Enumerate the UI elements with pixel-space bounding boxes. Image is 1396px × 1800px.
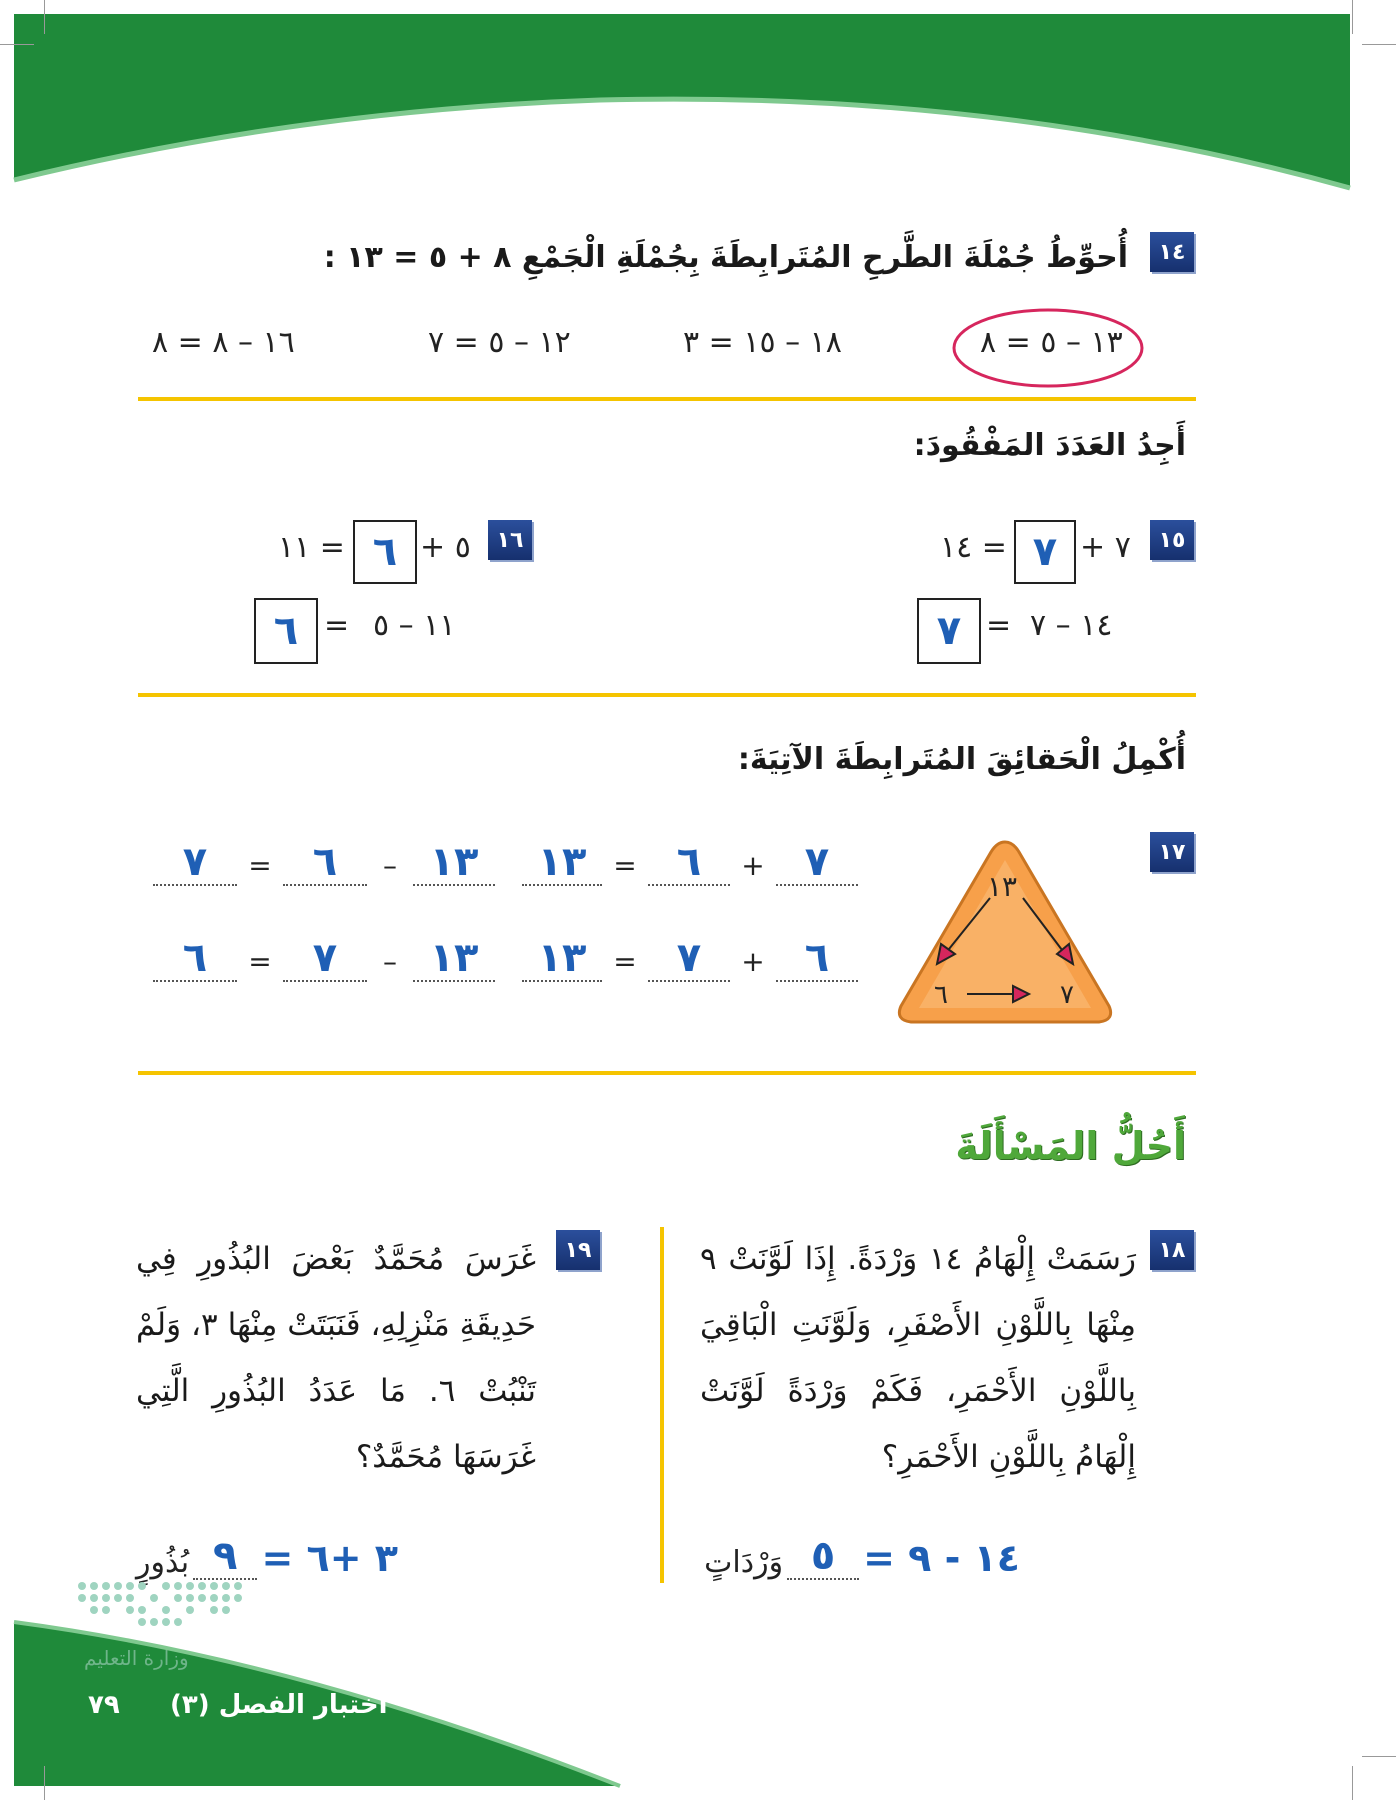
q19-work: ٣ +٦ = [261,1536,398,1580]
fact-2-b[interactable]: ٦ [283,840,367,886]
q18-answer[interactable]: ٥ [787,1534,859,1580]
q16-add-right: = ١١ [278,530,345,565]
crop-mark [44,0,45,34]
fact-4-op: – [383,945,397,978]
footer-chapter: اختبار الفصل (٣) [170,1690,388,1720]
question-19-text: غَرَسَ مُحَمَّدٌ بَعْضَ البُذُورِ فِي حَدِيقَةِ مَنْزِلِهِ، فَنَبَتَتْ مِنْهَا ٣، وَلَمْ تَنْبُتْ ٦. مَا عَدَدُ البُذُورِ الَّتِي غَرَسَهَا مُحَمَّدٌ؟ [136,1241,537,1475]
q18-answer-line [700,1534,1020,1580]
fact-3-c[interactable]: ١٣ [522,936,602,982]
fact-1-eq: = [613,849,637,882]
question-14-number: ١٤ [1150,232,1194,272]
triangle-right-number: ٧ [1060,980,1074,1010]
fact-subtraction-1 [153,840,495,886]
fact-3-b[interactable]: ٧ [648,936,730,982]
q16-add-left: ٥ + [420,530,471,565]
q15-add-left: ٧ + [1080,530,1131,565]
fact-3-eq: = [613,945,637,978]
section-facts-title: أُكْمِلُ الْحَقائِقَ المُتَرابِطَةَ الآتِيَةَ: [737,742,1186,777]
ministry-logo-icon [76,1580,246,1636]
q19-answer[interactable]: ٩ [193,1534,257,1580]
fact-4-a[interactable]: ١٣ [413,936,495,982]
q19-unit: بُذُورٍ [136,1545,190,1580]
circle-mark [950,306,1146,390]
triangle-left-number: ٦ [934,980,948,1010]
fact-1-a[interactable]: ٧ [776,840,858,886]
q14-option-2[interactable]: ١٨ – ١٥ = ٣ [683,325,842,360]
q15-add-right: = ١٤ [940,530,1007,565]
fact-2-op: – [383,849,397,882]
q16-sub-left: ١١ – ٥ [373,608,456,643]
question-14-prompt: أُحوِّطُ جُمْلَةَ الطَّرحِ المُتَرابِطَةَ بِجُمْلَةِ الْجَمْعِ ٨ + ٥ = ١٣ : [323,240,1128,275]
question-16-number: ١٦ [488,520,532,560]
q15-sub-answer-box[interactable]: ٧ [917,598,981,664]
page-number: ٧٩ [88,1690,120,1720]
fact-4-eq: = [248,945,272,978]
divider [138,397,1196,401]
crop-mark [1352,1766,1353,1800]
fact-4-c[interactable]: ٦ [153,936,237,982]
crop-mark [1362,44,1396,45]
fact-1-c[interactable]: ١٣ [522,840,602,886]
question-19-number: ١٩ [556,1230,600,1270]
fact-2-c[interactable]: ٧ [153,840,237,886]
q15-add-answer-box[interactable]: ٧ [1014,520,1076,584]
column-divider [660,1227,664,1583]
q16-sub-eq: = [324,608,350,643]
fact-addition-1 [522,840,858,886]
crop-mark [44,1766,45,1800]
crop-mark [1362,1756,1396,1757]
header-band [0,0,1396,200]
fact-triangle [895,836,1115,1028]
q14-option-4[interactable]: ١٦ – ٨ = ٨ [152,325,295,360]
fact-3-a[interactable]: ٦ [776,936,858,982]
q18-unit: وَرْدَاتٍ [704,1545,784,1580]
q15-sub-left: ١٤ – ٧ [1030,608,1113,643]
crop-mark [0,44,34,45]
q16-sub-answer-box[interactable]: ٦ [254,598,318,664]
triangle-top-number: ١٣ [987,870,1018,903]
ministry-name: وزارة التعليم [84,1646,189,1670]
fact-subtraction-2 [153,936,495,982]
divider [138,693,1196,697]
divider [138,1071,1196,1075]
fact-addition-2 [522,936,858,982]
fact-3-op: + [741,945,765,978]
question-17-number: ١٧ [1150,832,1194,872]
q19-answer-line [136,1534,398,1580]
q16-add-answer-box[interactable]: ٦ [353,520,417,584]
crop-mark [1352,0,1353,34]
fact-1-op: + [741,849,765,882]
fact-4-b[interactable]: ٧ [283,936,367,982]
question-18-number: ١٨ [1150,1230,1194,1270]
q15-sub-eq: = [986,608,1012,643]
problem-solving-title: أَحُلُّ المَسْأَلَةَ [955,1124,1186,1168]
fact-2-eq: = [248,849,272,882]
q18-work: ١٤ - ٩ = [863,1536,1020,1580]
fact-1-b[interactable]: ٦ [648,840,730,886]
q14-option-3[interactable]: ١٢ – ٥ = ٧ [428,325,571,360]
question-15-number: ١٥ [1150,520,1194,560]
question-18-text: رَسَمَتْ إِلْهَامُ ١٤ وَرْدَةً. إِذَا لَوَّنَتْ ٩ مِنْهَا بِاللَّوْنِ الأَصْفَرِ، وَلَوَّنَتِ الْبَاقِيَ بِاللَّوْنِ الأَحْمَرِ، فَكَمْ وَرْدَةً لَوَّنَتْ إِلْهَامُ بِاللَّوْنِ الأَحْمَرِ؟ [700,1241,1136,1475]
section-missing-title: أَجِدُ العَدَدَ المَفْقُودَ: [913,428,1186,463]
fact-2-a[interactable]: ١٣ [413,840,495,886]
q14-option-1[interactable]: ١٣ – ٥ = ٨ [980,325,1123,360]
